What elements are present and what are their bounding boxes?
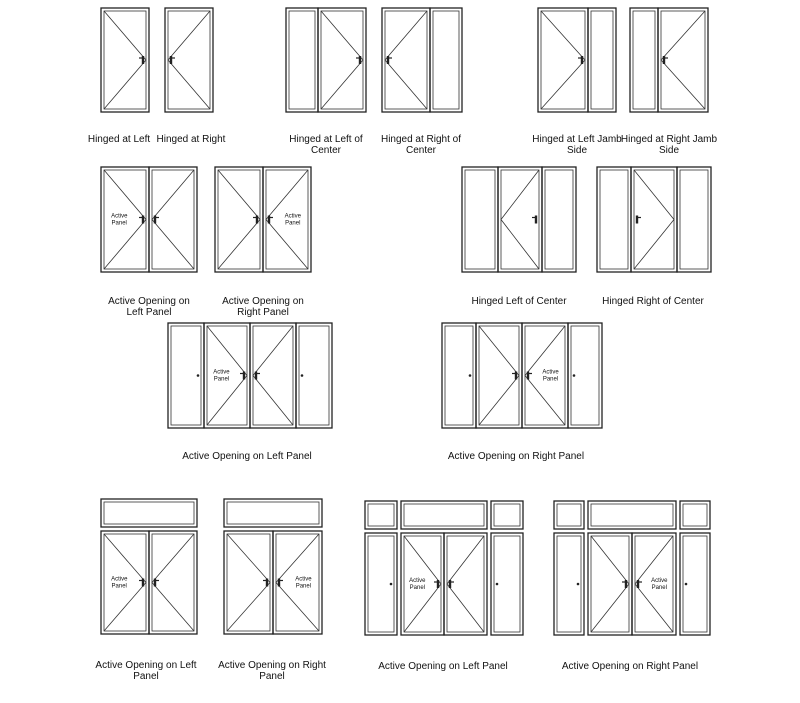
sidelite-panel xyxy=(568,323,602,428)
transom-panel xyxy=(554,501,584,529)
knob-icon xyxy=(685,583,688,586)
caption-line: Hinged at Right xyxy=(156,134,226,145)
handle-icon xyxy=(449,580,451,588)
door-panel xyxy=(462,167,498,272)
handle-icon xyxy=(142,56,144,64)
door-panel xyxy=(444,533,487,635)
active-panel-label-line: Active xyxy=(409,578,426,584)
caption-double-active-right xyxy=(208,296,318,318)
transom-panel xyxy=(491,501,523,529)
door-transom-active-left xyxy=(101,499,197,634)
panel-frame xyxy=(263,167,311,272)
caption-double-sidelites-left xyxy=(157,451,337,462)
door-hinged-left-jamb xyxy=(538,8,616,112)
caption-line: Side xyxy=(566,145,587,156)
active-panel-label-line: Active xyxy=(213,369,230,376)
panel-glass xyxy=(501,170,539,269)
caption-sidelite-right-center xyxy=(593,296,713,307)
active-panel-label-line: Panel xyxy=(542,376,559,383)
caption-line: Active Opening on xyxy=(108,296,190,307)
swing-indicator xyxy=(591,536,629,632)
panel-frame xyxy=(588,8,616,112)
caption-line: Hinged at Left Jamb xyxy=(532,134,622,145)
active-panel-label-line: Panel xyxy=(285,220,301,227)
door-sidelite-right-of-center xyxy=(597,167,711,272)
handle-icon xyxy=(515,372,517,380)
sidelite-panel xyxy=(491,533,523,635)
caption-line: Active Opening on Right Panel xyxy=(447,451,585,462)
transom-panel xyxy=(101,499,197,527)
door-panel xyxy=(631,167,677,272)
panel-glass xyxy=(635,536,673,632)
panel-frame xyxy=(680,533,710,635)
knob-icon xyxy=(197,374,200,377)
active-panel-label xyxy=(409,578,426,591)
handle-icon xyxy=(142,579,144,587)
swing-indicator xyxy=(541,11,585,109)
door-panel xyxy=(101,167,149,272)
active-panel-label-line: Active xyxy=(651,578,668,584)
active-panel-label-line: Panel xyxy=(213,376,230,383)
panel-glass xyxy=(104,534,146,631)
caption-transom-left xyxy=(86,660,206,682)
panel-glass xyxy=(433,11,459,109)
panel-glass xyxy=(218,170,260,269)
door-hinged-right xyxy=(165,8,213,112)
panel-frame xyxy=(630,8,658,112)
transom-frame xyxy=(680,501,710,529)
panel-frame xyxy=(658,8,708,112)
door-transom-sidelites-right xyxy=(554,501,710,635)
caption-line: Center xyxy=(405,145,436,156)
active-panel-label xyxy=(111,577,128,590)
active-panel-label-line: Active xyxy=(111,576,128,583)
swing-indicator xyxy=(276,534,319,631)
swing-indicator xyxy=(404,536,441,632)
swing-indicator xyxy=(479,326,519,425)
panel-glass xyxy=(227,534,270,631)
door-panel xyxy=(149,167,197,272)
panel-glass xyxy=(479,326,519,425)
transom-glass xyxy=(104,502,194,524)
door-panel xyxy=(318,8,366,112)
panel-glass xyxy=(253,326,293,425)
caption-transom-right xyxy=(212,660,332,682)
handle-icon xyxy=(437,580,439,588)
caption-hinged-left-center xyxy=(276,134,376,156)
knob-icon xyxy=(390,583,393,586)
door-panel xyxy=(597,167,631,272)
panel-frame xyxy=(286,8,318,112)
handle-icon xyxy=(637,580,639,588)
door-panel xyxy=(149,531,197,634)
handle-icon xyxy=(142,216,144,224)
caption-line: Right Panel xyxy=(237,307,289,318)
door-double-sidelites-left xyxy=(168,323,332,428)
caption-line: Hinged at Right Jamb xyxy=(620,134,718,145)
door-hinged-left xyxy=(101,8,149,112)
transom-frame xyxy=(491,501,523,529)
panel-glass xyxy=(591,11,613,109)
door-panel xyxy=(542,167,576,272)
panel-glass xyxy=(299,326,329,425)
panel-frame xyxy=(677,167,711,272)
active-panel-label-line: Active xyxy=(111,213,128,220)
door-double-sidelites-right xyxy=(442,323,602,428)
handle-icon xyxy=(527,372,529,380)
sidelite-panel xyxy=(168,323,204,428)
swing-indicator xyxy=(385,11,427,109)
panel-glass xyxy=(152,170,194,269)
knob-icon xyxy=(577,583,580,586)
door-double-active-right xyxy=(215,167,311,272)
caption-line: Hinged Right of Center xyxy=(602,296,704,307)
door-panel xyxy=(165,8,213,112)
swing-indicator xyxy=(525,326,565,425)
door-panel xyxy=(522,323,568,428)
door-panel xyxy=(250,323,296,428)
caption-line: Side xyxy=(658,145,679,156)
transom-glass xyxy=(227,502,319,524)
handle-icon xyxy=(243,372,245,380)
swing-indicator xyxy=(447,536,484,632)
door-panel xyxy=(658,8,708,112)
transom-panel xyxy=(401,501,487,529)
caption-double-sidelites-right xyxy=(426,451,606,462)
panel-glass xyxy=(447,536,484,632)
caption-transom-sidelites-right xyxy=(540,661,720,672)
active-panel-label-line: Panel xyxy=(111,583,127,590)
transom-frame xyxy=(365,501,397,529)
door-panel xyxy=(101,531,149,634)
transom-frame xyxy=(588,501,676,529)
swing-indicator xyxy=(266,170,308,269)
handle-icon xyxy=(154,579,156,587)
panel-glass xyxy=(321,11,363,109)
handle-icon xyxy=(625,580,627,588)
swing-indicator xyxy=(635,536,673,632)
active-panel-label-line: Panel xyxy=(295,583,312,590)
transom-frame xyxy=(224,499,322,527)
active-panel-label-line: Panel xyxy=(111,220,127,227)
door-panel xyxy=(476,323,522,428)
handle-icon xyxy=(255,372,257,380)
handle-icon xyxy=(268,216,270,224)
active-panel-label-line: Active xyxy=(284,213,301,220)
caption-line: Panel xyxy=(133,671,159,682)
panel-glass xyxy=(525,326,565,425)
handle-icon xyxy=(256,216,258,224)
door-panel xyxy=(273,531,322,634)
panel-glass xyxy=(634,170,674,269)
door-panel xyxy=(630,8,658,112)
panel-glass xyxy=(289,11,315,109)
transom-panel xyxy=(588,501,676,529)
door-panel xyxy=(382,8,430,112)
swing-indicator xyxy=(321,11,363,109)
panel-glass xyxy=(545,170,573,269)
door-panel xyxy=(677,167,711,272)
transom-glass xyxy=(683,504,707,526)
caption-line: Active Opening on Left Panel xyxy=(378,661,508,672)
swing-indicator xyxy=(501,170,539,269)
sidelite-panel xyxy=(296,323,332,428)
panel-frame xyxy=(430,8,462,112)
door-panel xyxy=(588,8,616,112)
knob-icon xyxy=(573,374,576,377)
caption-hinged-right-center xyxy=(371,134,471,156)
panel-glass xyxy=(661,11,705,109)
transom-glass xyxy=(591,504,673,526)
transom-glass xyxy=(404,504,484,526)
panel-frame xyxy=(597,167,631,272)
door-panel xyxy=(538,8,588,112)
caption-hinged-left xyxy=(79,134,159,145)
swing-indicator xyxy=(253,326,293,425)
handle-icon xyxy=(266,579,268,587)
handle-icon xyxy=(636,216,638,224)
transom-panel xyxy=(680,501,710,529)
panel-glass xyxy=(591,536,629,632)
transom-frame xyxy=(401,501,487,529)
handle-icon xyxy=(170,56,172,64)
active-panel-label-line: Panel xyxy=(651,585,667,591)
swing-indicator xyxy=(104,170,146,269)
sidelite-panel xyxy=(680,533,710,635)
handle-icon xyxy=(387,56,389,64)
sidelite-panel xyxy=(554,533,584,635)
panel-glass xyxy=(385,11,427,109)
door-panel xyxy=(588,533,632,635)
active-panel-label xyxy=(111,214,128,227)
caption-line: Center xyxy=(310,145,341,156)
caption-line: Active Opening on Right xyxy=(218,660,326,671)
caption-hinged-right xyxy=(151,134,231,145)
handle-icon xyxy=(535,216,537,224)
knob-icon xyxy=(496,583,499,586)
active-panel-label-line: Active xyxy=(295,576,312,583)
door-hinged-right-of-center xyxy=(382,8,462,112)
knob-icon xyxy=(301,374,304,377)
caption-sidelite-left-center xyxy=(459,296,579,307)
door-panel xyxy=(430,8,462,112)
swing-indicator xyxy=(104,11,146,109)
active-panel-label-line: Active xyxy=(542,369,559,376)
sidelite-panel xyxy=(442,323,476,428)
door-transom-sidelites-left xyxy=(365,501,523,635)
transom-frame xyxy=(554,501,584,529)
door-sidelite-left-of-center xyxy=(462,167,576,272)
door-panel xyxy=(215,167,263,272)
active-panel-label xyxy=(295,577,312,590)
panel-glass xyxy=(171,326,201,425)
handle-icon xyxy=(278,579,280,587)
knob-icon xyxy=(469,374,472,377)
handle-icon xyxy=(154,216,156,224)
transom-panel xyxy=(365,501,397,529)
panel-glass xyxy=(600,170,628,269)
caption-line: Hinged Left of Center xyxy=(471,296,567,307)
transom-glass xyxy=(368,504,394,526)
caption-line: Active Opening on Left Panel xyxy=(182,451,312,462)
sidelite-panel xyxy=(365,533,397,635)
panel-glass xyxy=(633,11,655,109)
caption-line: Left Panel xyxy=(126,307,172,318)
caption-hinged-right-jamb xyxy=(619,134,719,156)
panel-glass xyxy=(104,170,146,269)
active-panel-label xyxy=(213,370,230,383)
swing-indicator xyxy=(104,534,146,631)
door-panel xyxy=(101,8,149,112)
swing-indicator xyxy=(207,326,247,425)
active-panel-label-line: Panel xyxy=(409,585,426,591)
panel-frame xyxy=(554,533,584,635)
handle-icon xyxy=(359,56,361,64)
panel-glass xyxy=(276,534,319,631)
door-panel xyxy=(286,8,318,112)
panel-glass xyxy=(104,11,146,109)
panel-glass xyxy=(152,534,194,631)
door-panel xyxy=(204,323,250,428)
door-panel xyxy=(632,533,676,635)
panel-glass xyxy=(266,170,308,269)
door-hinged-right-jamb xyxy=(630,8,708,112)
panel-glass xyxy=(168,11,210,109)
panel-frame xyxy=(542,167,576,272)
active-panel-label xyxy=(285,214,302,227)
panel-glass xyxy=(404,536,441,632)
swing-indicator xyxy=(634,170,674,269)
panel-frame xyxy=(382,8,430,112)
door-hinged-left-of-center xyxy=(286,8,366,112)
panel-glass xyxy=(541,11,585,109)
swing-indicator xyxy=(661,11,705,109)
caption-line: Hinged at Left of xyxy=(289,134,363,145)
handle-icon xyxy=(663,56,665,64)
active-panel-label xyxy=(542,370,559,383)
panel-glass xyxy=(465,170,495,269)
caption-line: Hinged at Right of xyxy=(380,134,462,145)
transom-glass xyxy=(494,504,520,526)
caption-line: Panel xyxy=(259,671,285,682)
door-panel xyxy=(401,533,444,635)
swing-indicator xyxy=(152,534,194,631)
swing-indicator xyxy=(168,11,210,109)
panel-frame xyxy=(462,167,498,272)
swing-indicator xyxy=(152,170,194,269)
caption-line: Hinged at Left xyxy=(87,134,151,145)
door-panel xyxy=(498,167,542,272)
panel-frame xyxy=(224,531,273,634)
door-panel xyxy=(224,531,273,634)
caption-line: Active Opening on Right Panel xyxy=(561,661,699,672)
door-transom-active-right xyxy=(224,499,322,634)
swing-indicator xyxy=(218,170,260,269)
door-double-active-left xyxy=(101,167,197,272)
swing-indicator xyxy=(227,534,270,631)
transom-frame xyxy=(101,499,197,527)
panel-glass xyxy=(680,170,708,269)
caption-line: Active Opening on xyxy=(222,296,304,307)
transom-panel xyxy=(224,499,322,527)
caption-transom-sidelites-left xyxy=(353,661,533,672)
panel-frame xyxy=(538,8,588,112)
door-panel xyxy=(263,167,311,272)
panel-glass xyxy=(207,326,247,425)
transom-glass xyxy=(557,504,581,526)
panel-frame xyxy=(273,531,322,634)
caption-hinged-left-jamb xyxy=(527,134,627,156)
caption-double-active-left xyxy=(94,296,204,318)
caption-line: Active Opening on Left xyxy=(95,660,197,671)
active-panel-label xyxy=(651,578,668,591)
handle-icon xyxy=(581,56,583,64)
